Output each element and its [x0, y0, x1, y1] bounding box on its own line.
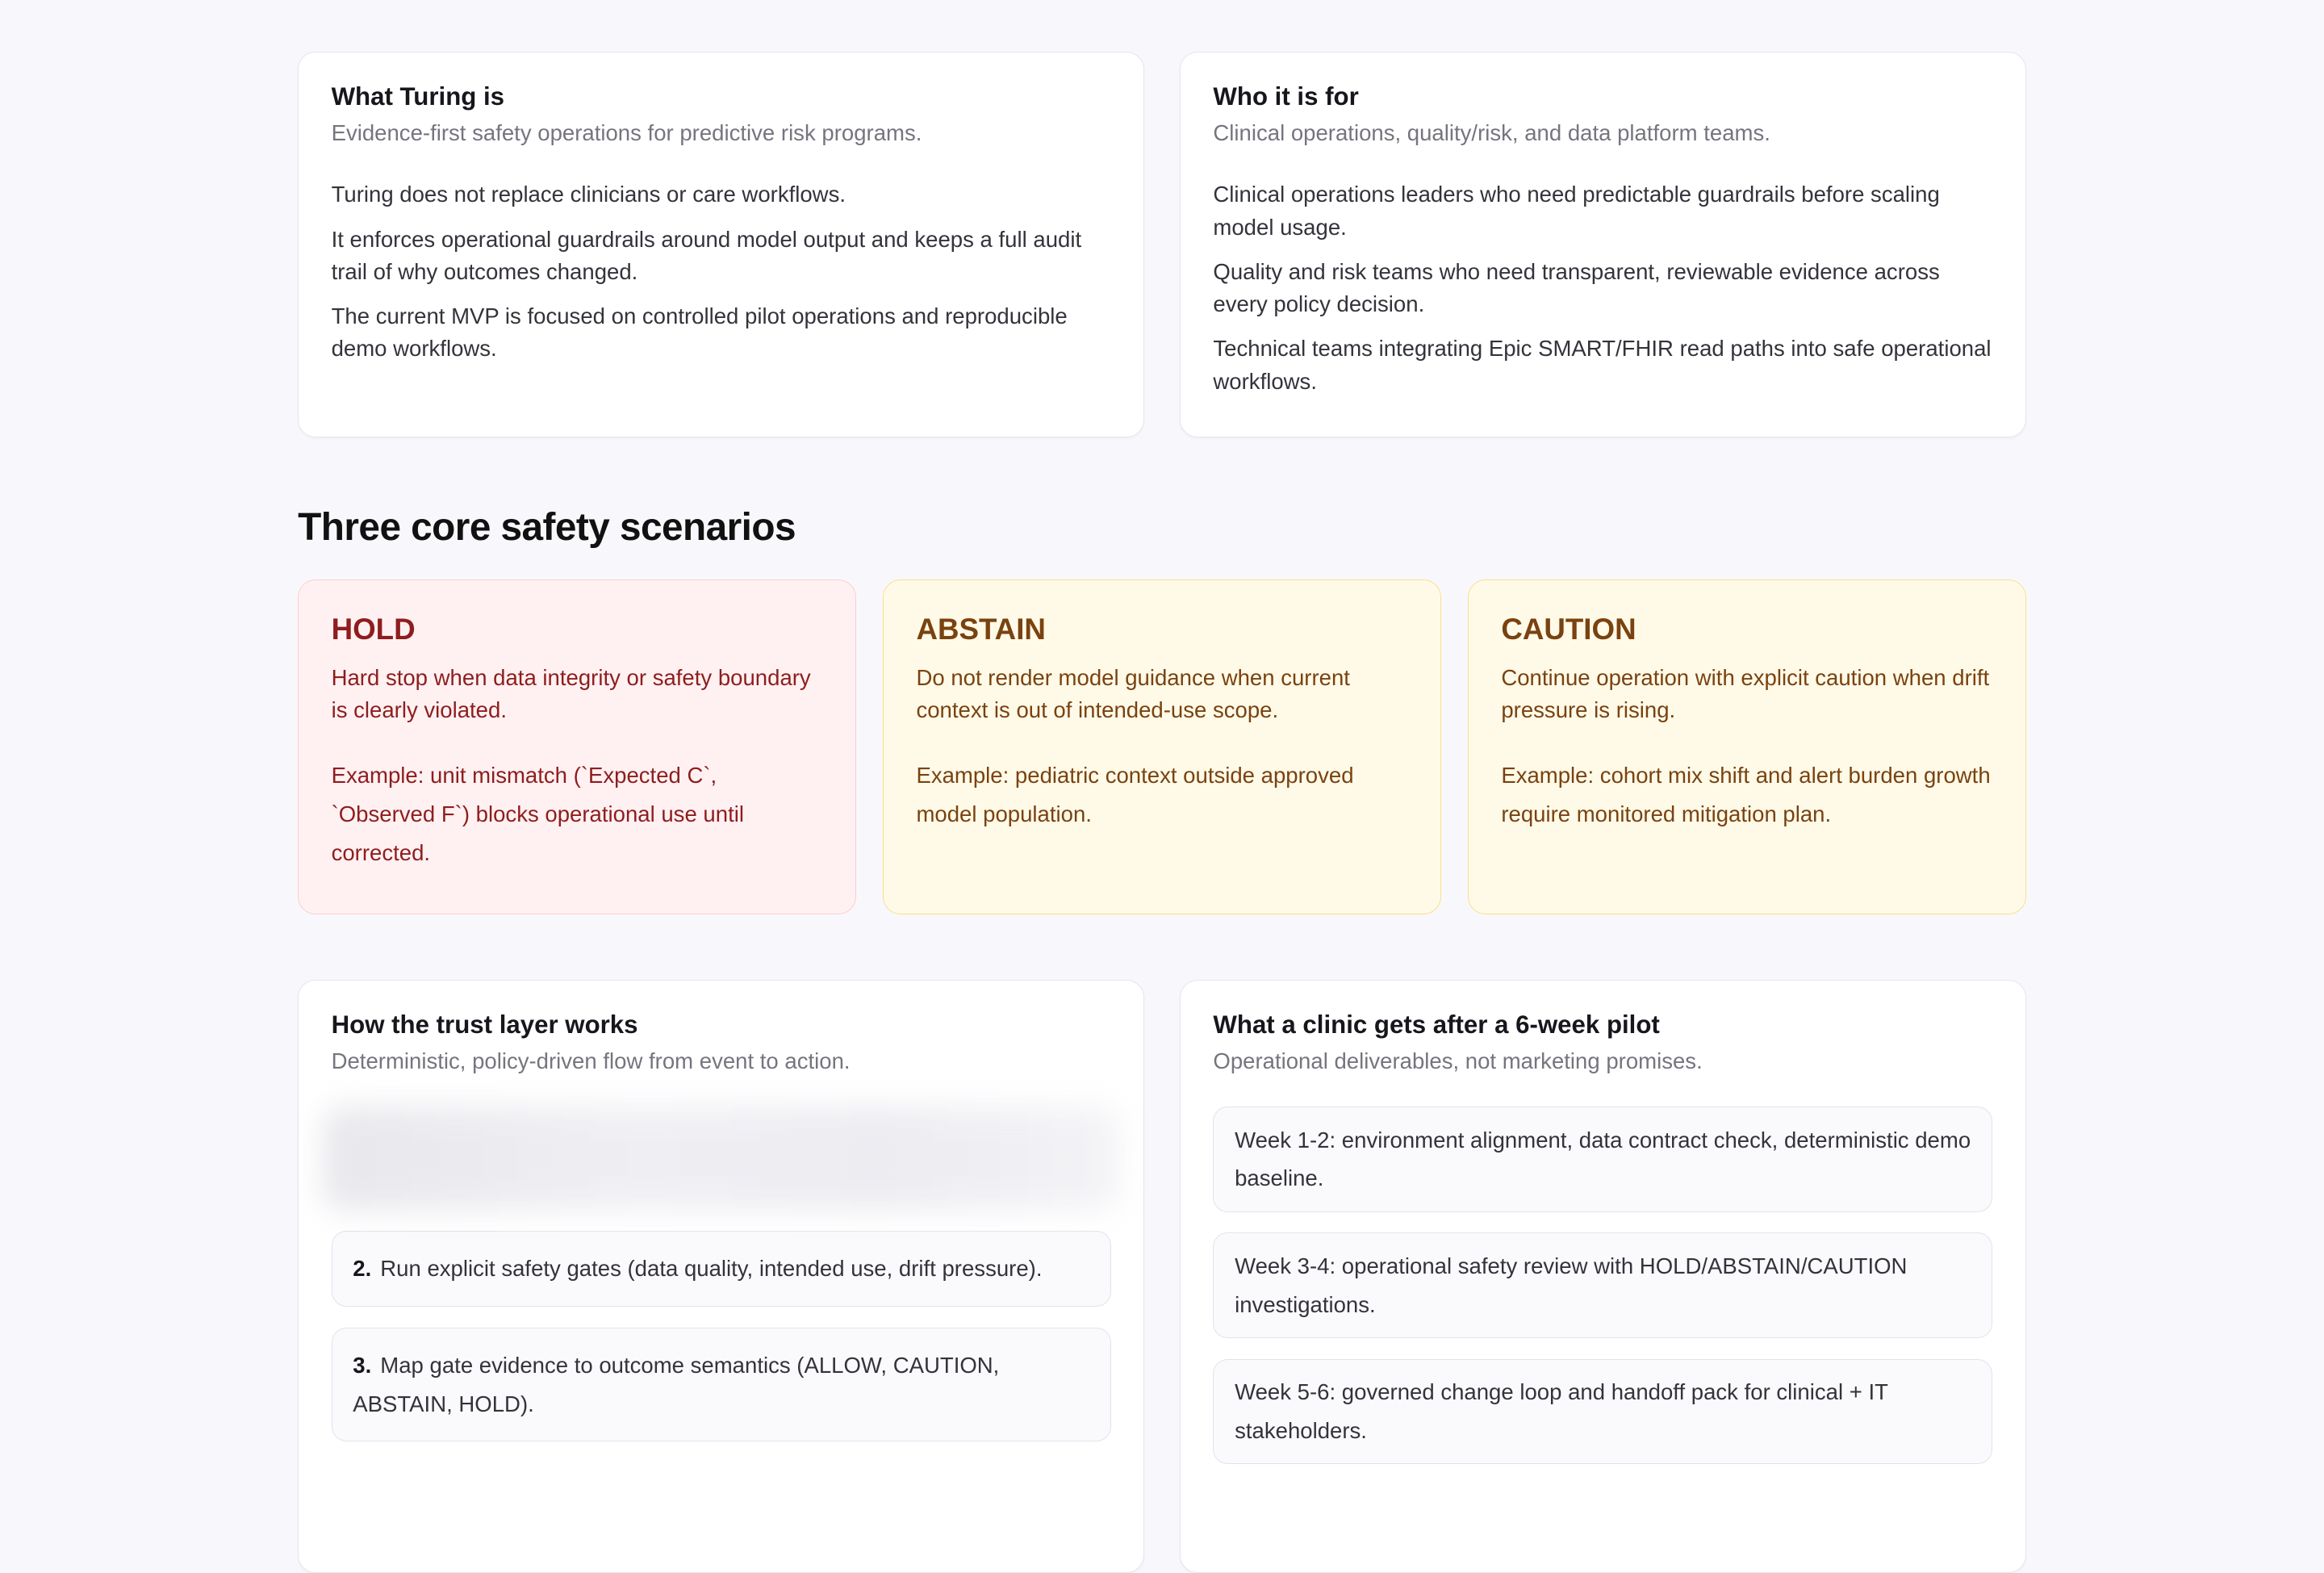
pilot-card	[1180, 980, 2026, 1573]
step-number: 3.	[353, 1352, 372, 1378]
what-turing-is-card	[298, 52, 1144, 437]
scenario-example: Example: cohort mix shift and alert burden growth require monitored mitigation plan.	[1501, 763, 1991, 827]
paragraph: Technical teams integrating Epic SMART/FHIR read paths into safe operational workflows.	[1213, 336, 1992, 394]
scenario-title: HOLD	[331, 613, 416, 646]
paragraph: Turing does not replace clinicians or care workflows.	[331, 182, 846, 207]
card-title: What Turing is	[331, 82, 505, 111]
card-title: What a clinic gets after a 6-week pilot	[1213, 1010, 1660, 1039]
scenario-description: Hard stop when data integrity or safety boundary is clearly violated.	[331, 664, 811, 723]
scenario-example: Example: pediatric context outside approved model population.	[916, 763, 1354, 827]
section-heading: Three core safety scenarios	[298, 506, 796, 550]
scenario-example: Example: unit mismatch (`Expected C`, `Observed F`) blocks operational use until corrected.	[331, 763, 744, 865]
card-subtitle: Clinical operations, quality/risk, and data platform teams.	[1213, 120, 1770, 146]
step-item	[332, 1231, 1111, 1307]
paragraph: Quality and risk teams who need transparent, reviewable evidence across every policy decision.	[1213, 258, 1940, 317]
paragraph: Clinical operations leaders who need predictable guardrails before scaling model usage.	[1213, 182, 1940, 240]
who-it-is-for-card	[1180, 52, 2026, 437]
week-item: Week 5-6: governed change loop and handoff pack for clinical + IT stakeholders.	[1213, 1359, 1992, 1465]
card-subtitle: Operational deliverables, not marketing promises.	[1213, 1048, 1703, 1073]
card-title: How the trust layer works	[331, 1010, 638, 1039]
step-text: Run explicit safety gates (data quality, intended use, drift pressure).	[380, 1256, 1043, 1282]
paragraph: The current MVP is focused on controlled pilot operations and reproducible demo workflows.	[331, 303, 1068, 362]
card-subtitle: Deterministic, policy-driven flow from event to action.	[331, 1048, 851, 1073]
scenario-title: ABSTAIN	[916, 613, 1046, 646]
blurred-step	[323, 1107, 1120, 1211]
step-text: Map gate evidence to outcome semantics (ALLOW, CAUTION, ABSTAIN, HOLD).	[353, 1352, 1000, 1416]
scenario-description: Continue operation with explicit caution when drift pressure is rising.	[1501, 664, 1990, 723]
step-item	[332, 1328, 1111, 1442]
scenario-card-caution	[1468, 579, 2026, 914]
card-title: Who it is for	[1213, 82, 1359, 111]
paragraph: It enforces operational guardrails around model output and keeps a full audit trail of why outcomes changed.	[331, 226, 1082, 284]
scenario-description: Do not render model guidance when current context is out of intended-use scope.	[916, 664, 1350, 723]
scenario-title: CAUTION	[1501, 613, 1636, 646]
week-item: Week 1-2: environment alignment, data contract check, deterministic demo baseline.	[1213, 1107, 1992, 1212]
scenario-card-abstain	[883, 579, 1441, 914]
scenario-card-hold	[298, 579, 856, 914]
trust-layer-card	[298, 980, 1144, 1573]
week-item: Week 3-4: operational safety review with HOLD/ABSTAIN/CAUTION investigations.	[1213, 1232, 1992, 1338]
card-subtitle: Evidence-first safety operations for predictive risk programs.	[331, 120, 922, 146]
step-number: 2.	[353, 1256, 372, 1282]
